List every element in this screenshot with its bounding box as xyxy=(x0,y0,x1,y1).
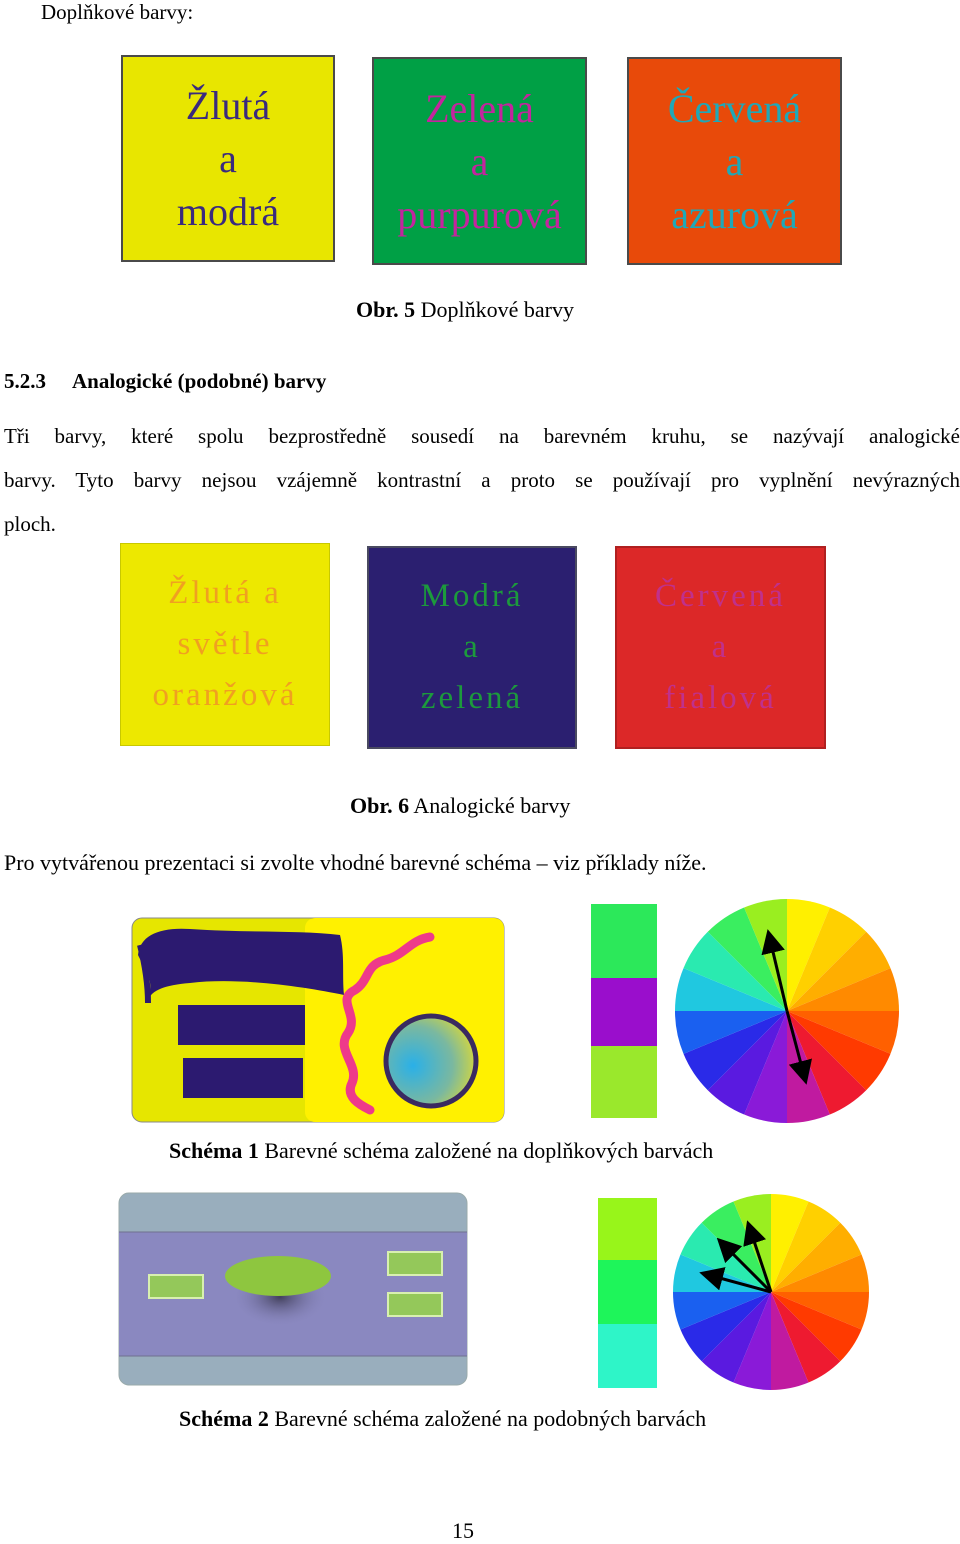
schema-1-color-wheel xyxy=(673,897,901,1125)
schema-1-color-strip xyxy=(591,904,657,1118)
schema-2-slide-illustration xyxy=(118,1192,468,1386)
schema-1-caption xyxy=(169,1138,713,1164)
caption-label: Schéma 2 xyxy=(179,1406,269,1431)
section-number: 5.2.3 xyxy=(4,369,46,393)
box-line: a xyxy=(463,629,481,665)
box-line: a xyxy=(711,629,730,665)
instruction-text: Pro vytvářenou prezentaci si zvolte vhodné barevné schéma – viz příklady níže. xyxy=(4,850,707,875)
paragraph-line-1: Tři barvy, které spolu bezprostředně sousedí na barevném kruhu, se nazývají analogické xyxy=(4,424,960,448)
box-line: modrá xyxy=(176,189,280,234)
section-heading xyxy=(4,369,326,394)
complementary-box-yellow-blue xyxy=(121,55,335,262)
box-line: světle xyxy=(177,626,273,662)
section-title: Analogické (podobné) barvy xyxy=(72,369,327,393)
box-line: Červená xyxy=(667,85,802,131)
caption-text: Barevné schéma založené na doplňkových barvách xyxy=(258,1138,714,1163)
caption-text: Barevné schéma založené na podobných barvách xyxy=(268,1406,707,1431)
figure-6-caption xyxy=(350,793,570,819)
schema-2-color-wheel xyxy=(671,1192,871,1392)
complementary-box-red-cyan xyxy=(627,57,842,265)
box-line: Žlutá xyxy=(185,83,271,128)
strip-swatch xyxy=(598,1260,657,1324)
schema-2-color-strip xyxy=(598,1198,657,1388)
box-line: Červená xyxy=(655,578,786,614)
strip-swatch xyxy=(598,1198,657,1260)
schema-2-caption xyxy=(179,1406,706,1432)
caption-label: Schéma 1 xyxy=(169,1138,259,1163)
page-number: 15 xyxy=(452,1518,474,1543)
strip-swatch xyxy=(591,1046,657,1118)
analogous-box-red-violet xyxy=(615,546,826,749)
strip-swatch xyxy=(591,904,657,978)
analogous-box-blue-green xyxy=(367,546,577,749)
schema-1-slide-illustration xyxy=(130,915,506,1125)
box-line: Modrá xyxy=(420,578,524,614)
strip-swatch xyxy=(591,978,657,1046)
analogous-box-yellow-orange xyxy=(120,543,330,746)
box-line: Zelená xyxy=(425,85,534,131)
caption-label: Obr. 6 xyxy=(350,793,410,818)
box-line: azurová xyxy=(671,191,798,237)
box-line: fialová xyxy=(664,680,777,716)
caption-text: Analogické barvy xyxy=(409,793,571,818)
caption-label: Obr. 5 xyxy=(356,297,416,322)
box-line: Žlutá a xyxy=(168,575,282,611)
box-line: a xyxy=(725,138,744,184)
caption-text: Doplňkové barvy xyxy=(415,297,574,322)
complementary-box-green-purple xyxy=(372,57,587,265)
box-line: purpurová xyxy=(397,191,562,237)
box-line: oranžová xyxy=(152,677,298,713)
strip-swatch xyxy=(598,1324,657,1388)
box-line: a xyxy=(470,138,489,184)
intro-label: Doplňkové barvy: xyxy=(41,0,194,24)
paragraph-line-2: barvy. Tyto barvy nejsou vzájemně kontrastní a proto se používají pro vyplnění nevýrazných xyxy=(4,468,960,492)
figure-5-caption xyxy=(356,297,574,323)
box-line: zelená xyxy=(420,680,524,716)
box-line: a xyxy=(219,136,237,181)
paragraph-line-3: ploch. xyxy=(4,512,56,536)
